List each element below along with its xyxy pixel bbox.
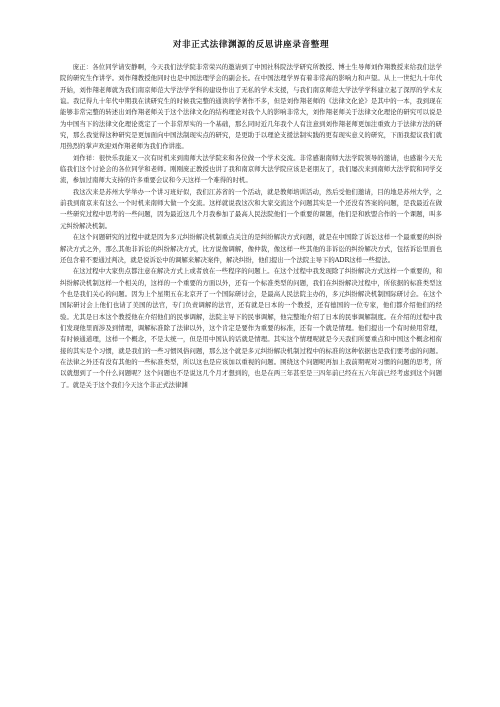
document-page bbox=[60, 38, 442, 391]
paragraph-standard-types: 在这过程中大家焦点都注意在解决方式上或者放在一些程序的问题上。在这个过程中我发现除了纠纷解决方式这样一个重要的，和纠纷解决机制这样一个相关的，这样的一个重要的方面以外，还有一个标准类型的问题，我们在纠纷解决过程中，所依据的标准类型这个也是我们关心的问题。因为上个星期五在北京开了一个国际研讨会，是最高人民法院主办的，多元纠纷解决机制国际研讨会。在这个国际研讨会上他们也请了美国的法官，专门负责调解的法官，还有就是日本的一个教授，还有德国的一位专家，他们都介绍他们的经验。尤其是日本这个教授他在介绍他们的民事调解，法院主导下的民事调解，他完整地介绍了日本的民事调解制度。在介绍的过程中我们发现他里面涉及到情理，调解标准除了法律以外，这个肯定是要作为重要的标准，还有一个就是情理。他们提出一个有时候用常理，有时候通道理，这样一个概念，不是太统一，但是用中国认的话就是情理。其实这个情理呢就是今天我们所要重点和中国这个概念相衔接的其实是个习惯，就是我们的一些习惯风俗问题，那么这个就是多元纠纷解决机制过程中的标准的这种依据也是我们要考虑的问题。在法律之外还有没有其他的一些标准类型，所以这也是应该加以重视的问题。围绕这个问题呢再加上我前期呢对习惯的问题的思考，所以就想到了一个什么问题呢？这个问题也不是说这几个月才想到的，也是在两三年甚至是三四年前已经在五六年前已经考虑到这个问题了。就是关于这个我们今天这个非正式法律渊 bbox=[60, 267, 442, 389]
paragraph-intro-pang-zheng: 庞正：各位同学请安静啊，今天我们法学院非常荣兴的邀请到了中国社科院法学研究所教授、博士生导师刘作翔教授来给我们法学院的研究生作讲学。刘作翔教授他同时也是中国法理学会的副会长。在中国法理学界有着非常高的影响力和声望。从上一世纪九十年代开始，刘作翔老师就为我们南京师范大学法学学科的建设作出了无私的学术支援，与我们南京师范大学法学学科建立起了深厚的学术友谊。我记得九十年代中期我在读研究生的时候我完整的通读的学著作不多，但是刘作翔老师的《法律文化论》是其中的一本，我到现在能够非常完整的转述出刘作翔老师关于这个法律文化的结构理论对我个人的影响非常大，刘作翔老师关于法律文化理论的研究可以说是为中国当下的法律文化理论奠定了一个非常厚实的一个基础，那么同时近几年我个人有注意到刘作翔老师更加注重致力于法律方法的研究，那么我觉得这种研究是更加面向中国法制现实点的研究，是更助于以理论支援法制实践的更有现实意义的研究，下面我提议我们就用热烈的掌声欢迎刘作翔老师为我们作讲座。 bbox=[60, 63, 442, 151]
document-title: 对非正式法律渊源的反思讲座录音整理 bbox=[172, 40, 330, 50]
paragraph-visit-context: 我这次来是苏州大学举办一个讲习班好似，我们江苏省的一个活动，就是教师培训活动，然后受他们邀请，目的地是苏州大学，之前我到南京来有这么一个时机来南师大做一个交流。这样就说我这次和大家交流这个问题其实是一个还没有答案的问题，是我最近在做一些研究过程中思考的一些问题，因为最近这几个月我参加了最高人民法院他们一个重要的课题，他们是和欧盟合作的一个课题，叫多元纠纷解决机制。 bbox=[60, 187, 442, 230]
paragraph-liu-opening: 刘作祥：很快乐我能又一次有时机来到南师大法学院来和各位做一个学术交流。非常感谢南师大法学院领导的邀请，也感谢今天光临我们这个讨论会的各位同学和老师。刚刚庞正教授也讲了我和南京师大法学院应该是老朋友了，我们屡次来到南师大法学院和同学交流，参加过南师大支持的许多重要会议和今天这样一个难得的时机。 bbox=[60, 153, 442, 185]
paragraph-dispute-resolution: 在这个问题研究的过程中就是因为多元纠纷解决机制重点关注的是纠纷解决方式问题，就是在中国除了诉讼这样一个最重要的纠纷解决方式之外，那么其他非诉讼的纠纷解决方式，比方说像调解，像仲裁，像这样一些其他的非诉讼的纠纷解决方式，包括诉讼里面也还包含着不要通过判决，就是说诉讼中的调解来解决案件，解决纠纷，他们提出一个法院主导下的ADR这样一些提法。 bbox=[60, 233, 442, 264]
